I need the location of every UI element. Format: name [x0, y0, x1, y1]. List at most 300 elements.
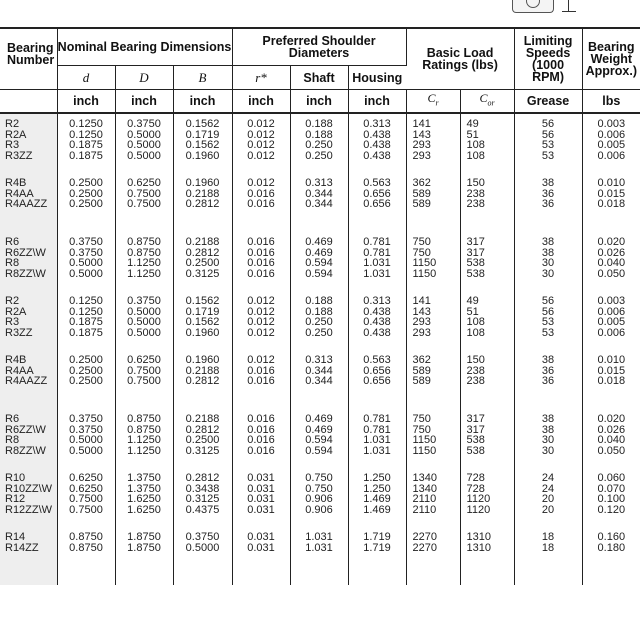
- bearing-number-value: R3ZZ: [5, 326, 33, 339]
- cell-D: [115, 290, 173, 349]
- speed-value: 36: [541, 187, 555, 200]
- cr-value: 589: [412, 375, 431, 387]
- unit-empty: [0, 90, 57, 114]
- weight-value: 0.006: [597, 326, 626, 339]
- bearing-number-value: R2A: [5, 128, 27, 141]
- cor-value: 728: [466, 482, 485, 495]
- speed-value: 30: [541, 434, 555, 446]
- shaft-value: 0.344: [305, 187, 333, 200]
- shaft-value: 0.344: [305, 198, 333, 210]
- shaft-value: 0.250: [305, 149, 333, 162]
- cell-cor: [460, 172, 514, 231]
- table-row-group: [0, 290, 640, 349]
- speed-value: 53: [541, 139, 555, 151]
- housing-value: 0.563: [363, 177, 391, 189]
- bearing-number-value: R8: [5, 434, 20, 446]
- cr-value: 2270: [412, 531, 438, 543]
- D-value: 1.1250: [127, 434, 161, 446]
- speed-value: 38: [541, 246, 555, 259]
- r-value: 0.016: [247, 236, 275, 248]
- cor-value: 1120: [466, 493, 491, 505]
- cell-D: [115, 526, 173, 585]
- cor-value: 238: [466, 364, 485, 377]
- shaft-value: 1.031: [305, 541, 333, 554]
- housing-value: 1.031: [363, 267, 391, 280]
- shaft-value: 0.469: [305, 423, 333, 436]
- weight-value: 0.026: [597, 423, 626, 436]
- bearing-number-value: R3: [5, 139, 20, 151]
- housing-value: 0.656: [363, 198, 391, 210]
- B-value: 0.1562: [185, 295, 220, 307]
- table-body: [0, 113, 640, 585]
- cor-value: 728: [466, 472, 485, 484]
- cell-weight: [582, 172, 640, 231]
- weight-value: 0.015: [597, 187, 626, 200]
- bearing-number-value: R12: [5, 493, 26, 505]
- housing-value: 0.313: [363, 118, 391, 130]
- cr-value: 293: [412, 326, 431, 339]
- cr-value: 750: [412, 236, 431, 248]
- housing-value: 0.656: [363, 187, 391, 200]
- weight-value: 0.006: [597, 305, 626, 318]
- speed-value: 56: [541, 305, 555, 318]
- cr-value: 143: [412, 305, 431, 318]
- d-value: 0.8750: [69, 541, 103, 554]
- table-row-group: [0, 526, 640, 585]
- col-D-header: D: [115, 66, 173, 90]
- cell-cr: [406, 349, 460, 408]
- speed-value: 24: [541, 472, 555, 484]
- housing-value: 1.469: [363, 503, 391, 516]
- cell-housing: [348, 231, 406, 290]
- cr-value: 1340: [412, 472, 438, 484]
- r-value: 0.031: [247, 482, 275, 495]
- speed-value: 38: [541, 354, 555, 366]
- r-value: 0.012: [247, 295, 275, 307]
- B-value: 0.1562: [185, 316, 220, 328]
- cell-speed: [514, 526, 582, 585]
- shaft-value: 0.250: [305, 316, 333, 328]
- cell-D: [115, 467, 173, 526]
- cor-value: 150: [466, 177, 485, 189]
- d-value: 0.7500: [69, 503, 103, 516]
- cell-B: [173, 349, 232, 408]
- weight-value: 0.020: [597, 236, 626, 248]
- cor-value: 49: [466, 118, 479, 130]
- B-value: 0.1960: [185, 354, 220, 366]
- B-value: 0.1960: [185, 149, 220, 162]
- cell-bearing-number: [0, 349, 57, 408]
- cell-r: [232, 467, 290, 526]
- r-value: 0.016: [247, 444, 275, 457]
- cell-d: [57, 231, 115, 290]
- speed-value: 18: [541, 541, 555, 554]
- bearing-number-value: R12ZZ\W: [5, 503, 53, 516]
- cell-shaft: [290, 231, 348, 290]
- cell-bearing-number: [0, 231, 57, 290]
- D-value: 0.7500: [127, 364, 161, 377]
- D-value: 0.8750: [127, 413, 161, 425]
- shaft-value: 0.594: [305, 267, 333, 280]
- D-value: 1.6250: [127, 503, 161, 516]
- table-row-group: [0, 172, 640, 231]
- d-value: 0.2500: [69, 198, 103, 210]
- bearing-weight-header: Bearing Weight Approx.): [585, 40, 637, 78]
- shaft-value: 0.469: [305, 246, 333, 259]
- cell-cor: [460, 349, 514, 408]
- cell-r: [232, 172, 290, 231]
- shaft-value: 0.344: [305, 375, 333, 387]
- cell-housing: [348, 113, 406, 172]
- weight-value: 0.010: [597, 177, 626, 189]
- D-value: 0.8750: [127, 423, 161, 436]
- B-value: 0.4375: [185, 503, 220, 516]
- cell-weight: [582, 408, 640, 467]
- cell-cor: [460, 290, 514, 349]
- cell-d: [57, 526, 115, 585]
- weight-value: 0.003: [597, 295, 626, 307]
- r-value: 0.016: [247, 413, 275, 425]
- speed-value: 30: [541, 444, 555, 457]
- cell-B: [173, 290, 232, 349]
- weight-value: 0.003: [597, 118, 626, 130]
- D-value: 1.1250: [127, 444, 161, 457]
- r-value: 0.031: [247, 531, 275, 543]
- cell-B: [173, 113, 232, 172]
- bearing-number-value: R10ZZ\W: [5, 482, 53, 495]
- cell-cr: [406, 526, 460, 585]
- shaft-value: 0.906: [305, 503, 333, 516]
- D-value: 0.6250: [127, 177, 161, 189]
- B-value: 0.2500: [185, 257, 220, 269]
- d-value: 0.1250: [69, 128, 103, 141]
- cell-speed: [514, 231, 582, 290]
- cell-cr: [406, 113, 460, 172]
- cell-d: [57, 408, 115, 467]
- unit-D: inch: [115, 90, 173, 114]
- d-value: 0.2500: [69, 354, 103, 366]
- D-value: 0.5000: [127, 326, 161, 339]
- cell-speed: [514, 408, 582, 467]
- cor-value: 108: [466, 149, 485, 162]
- table-row-group: [0, 467, 640, 526]
- d-value: 0.1250: [69, 295, 103, 307]
- bearing-number-value: R4B: [5, 354, 27, 366]
- weight-value: 0.005: [597, 139, 626, 151]
- cor-value: 108: [466, 316, 485, 328]
- speed-value: 36: [541, 198, 555, 210]
- B-value: 0.2188: [185, 413, 220, 425]
- bearing-number-value: R10: [5, 472, 26, 484]
- bearing-number-value: R6ZZ\W: [5, 246, 46, 259]
- B-value: 0.3125: [185, 267, 220, 280]
- r-value: 0.012: [247, 177, 275, 189]
- cor-value: 238: [466, 198, 485, 210]
- cell-r: [232, 526, 290, 585]
- col-r-header: r*: [232, 66, 290, 90]
- weight-value: 0.006: [597, 128, 626, 141]
- speed-value: 53: [541, 326, 555, 339]
- cell-D: [115, 231, 173, 290]
- shaft-value: 0.313: [305, 354, 333, 366]
- bearing-number-value: R2: [5, 295, 20, 307]
- bearing-number-value: R6ZZ\W: [5, 423, 46, 436]
- housing-value: 1.469: [363, 493, 391, 505]
- speed-value: 20: [541, 503, 555, 516]
- cor-value: 317: [466, 423, 485, 436]
- shaft-value: 0.188: [305, 305, 333, 318]
- cell-bearing-number: [0, 467, 57, 526]
- cell-speed: [514, 113, 582, 172]
- cor-value: 150: [466, 354, 485, 366]
- D-value: 0.5000: [127, 305, 161, 318]
- cor-value: 1310: [466, 531, 492, 543]
- r-value: 0.031: [247, 541, 275, 554]
- D-value: 1.1250: [127, 267, 161, 280]
- cr-value: 1340: [412, 482, 438, 495]
- corner-mark-icon: [562, 0, 582, 12]
- speed-value: 38: [541, 177, 555, 189]
- bearing-number-value: R4AAZZ: [5, 198, 48, 210]
- cr-value: 141: [412, 118, 431, 130]
- shaft-value: 0.906: [305, 493, 333, 505]
- speed-value: 36: [541, 364, 555, 377]
- d-value: 0.6250: [69, 482, 103, 495]
- B-value: 0.1960: [185, 177, 220, 189]
- B-value: 0.1719: [185, 128, 220, 141]
- shaft-value: 0.188: [305, 128, 333, 141]
- cr-value: 362: [412, 177, 431, 189]
- r-value: 0.016: [247, 198, 275, 210]
- shoulder-diameters-header: Preferred Shoulder Diameters: [232, 28, 406, 66]
- D-value: 0.7500: [127, 187, 161, 200]
- cell-r: [232, 408, 290, 467]
- cor-value: 1120: [466, 503, 491, 516]
- cor-value: 538: [466, 257, 485, 269]
- cell-cor: [460, 113, 514, 172]
- B-value: 0.2812: [185, 246, 220, 259]
- B-value: 0.5000: [185, 541, 220, 554]
- r-value: 0.016: [247, 267, 275, 280]
- speed-value: 56: [541, 295, 555, 307]
- unit-speed: Grease: [514, 90, 582, 114]
- r-value: 0.016: [247, 257, 275, 269]
- B-value: 0.2188: [185, 187, 220, 200]
- B-value: 0.2812: [185, 198, 220, 210]
- D-value: 0.3750: [127, 295, 161, 307]
- B-value: 0.1562: [185, 139, 220, 151]
- speed-value: 24: [541, 482, 555, 495]
- weight-value: 0.026: [597, 246, 626, 259]
- d-value: 0.7500: [69, 493, 103, 505]
- housing-value: 0.438: [363, 139, 391, 151]
- D-value: 1.8750: [127, 531, 161, 543]
- r-value: 0.012: [247, 305, 275, 318]
- load-ratings-header: Basic Load Ratings (lbs): [406, 28, 514, 90]
- housing-value: 1.031: [363, 444, 391, 457]
- shaft-value: 0.188: [305, 295, 333, 307]
- bearing-number-value: R3ZZ: [5, 149, 33, 162]
- B-value: 0.2188: [185, 236, 220, 248]
- d-value: 0.3750: [69, 423, 103, 436]
- weight-value: 0.040: [597, 434, 626, 446]
- cr-value: 293: [412, 316, 431, 328]
- cell-speed: [514, 467, 582, 526]
- cell-bearing-number: [0, 290, 57, 349]
- unit-cor: $C_{or}$: [460, 90, 514, 114]
- D-value: 0.3750: [127, 118, 161, 130]
- D-value: 0.8750: [127, 236, 161, 248]
- weight-value: 0.050: [597, 444, 626, 457]
- speed-value: 30: [541, 257, 555, 269]
- cell-D: [115, 172, 173, 231]
- bearing-number-value: R14: [5, 531, 26, 543]
- r-value: 0.016: [247, 364, 275, 377]
- cell-shaft: [290, 526, 348, 585]
- d-value: 0.3750: [69, 246, 103, 259]
- d-value: 0.1875: [69, 139, 103, 151]
- cor-value: 51: [466, 128, 479, 141]
- d-value: 0.1250: [69, 305, 103, 318]
- B-value: 0.1960: [185, 326, 220, 339]
- d-value: 0.5000: [69, 434, 103, 446]
- weight-value: 0.018: [597, 375, 626, 387]
- cell-weight: [582, 231, 640, 290]
- speed-value: 20: [541, 493, 555, 505]
- weight-value: 0.050: [597, 267, 626, 280]
- housing-value: 1.031: [363, 434, 391, 446]
- B-value: 0.1562: [185, 118, 220, 130]
- shaft-value: 0.250: [305, 326, 333, 339]
- B-value: 0.2812: [185, 472, 220, 484]
- shaft-value: 0.594: [305, 434, 333, 446]
- d-value: 0.3750: [69, 236, 103, 248]
- shaft-value: 0.594: [305, 257, 333, 269]
- cell-speed: [514, 290, 582, 349]
- B-value: 0.3125: [185, 493, 220, 505]
- D-value: 1.6250: [127, 493, 161, 505]
- speed-value: 30: [541, 267, 555, 280]
- cell-bearing-number: [0, 172, 57, 231]
- unit-d: inch: [57, 90, 115, 114]
- r-value: 0.016: [247, 246, 275, 259]
- r-value: 0.012: [247, 316, 275, 328]
- col-housing-header: Housing: [348, 66, 406, 90]
- weight-value: 0.020: [597, 413, 626, 425]
- cell-shaft: [290, 113, 348, 172]
- d-value: 0.5000: [69, 257, 103, 269]
- cell-cr: [406, 408, 460, 467]
- cor-value: 1310: [466, 541, 492, 554]
- cr-value: 293: [412, 149, 431, 162]
- d-value: 0.5000: [69, 267, 103, 280]
- cr-value: 2270: [412, 541, 438, 554]
- shaft-value: 1.031: [305, 531, 333, 543]
- weight-value: 0.010: [597, 354, 626, 366]
- housing-value: 1.719: [363, 531, 391, 543]
- cell-weight: [582, 526, 640, 585]
- cell-B: [173, 172, 232, 231]
- D-value: 0.5000: [127, 149, 161, 162]
- housing-value: 0.656: [363, 364, 391, 377]
- circle-icon: [526, 0, 540, 8]
- cr-value: 589: [412, 364, 431, 377]
- bearing-number-value: R8ZZ\W: [5, 267, 46, 280]
- speed-value: 56: [541, 128, 555, 141]
- housing-value: 0.656: [363, 375, 391, 387]
- cell-D: [115, 408, 173, 467]
- cell-cor: [460, 526, 514, 585]
- shaft-value: 0.313: [305, 177, 333, 189]
- D-value: 0.8750: [127, 246, 161, 259]
- cell-cr: [406, 290, 460, 349]
- r-value: 0.031: [247, 503, 275, 516]
- B-value: 0.1719: [185, 305, 220, 318]
- bearing-number-value: R4AA: [5, 364, 34, 377]
- bearing-number-value: R8ZZ\W: [5, 444, 46, 457]
- housing-value: 0.313: [363, 295, 391, 307]
- cor-value: 317: [466, 246, 485, 259]
- bearing-number-header: Bearing Number: [0, 28, 57, 90]
- D-value: 0.7500: [127, 375, 161, 387]
- cr-value: 141: [412, 295, 431, 307]
- housing-value: 1.250: [363, 482, 391, 495]
- r-value: 0.012: [247, 149, 275, 162]
- cell-bearing-number: [0, 408, 57, 467]
- cell-cr: [406, 172, 460, 231]
- housing-value: 1.719: [363, 541, 391, 554]
- shaft-value: 0.344: [305, 364, 333, 377]
- cr-value: 1150: [412, 267, 437, 280]
- weight-value: 0.005: [597, 316, 626, 328]
- D-value: 1.8750: [127, 541, 161, 554]
- d-value: 0.5000: [69, 444, 103, 457]
- cell-cor: [460, 231, 514, 290]
- cr-value: 750: [412, 246, 431, 259]
- speed-value: 38: [541, 236, 555, 248]
- D-value: 0.5000: [127, 316, 161, 328]
- cr-value: 1150: [412, 444, 437, 457]
- cell-d: [57, 172, 115, 231]
- table-row-group: [0, 349, 640, 408]
- cor-value: 538: [466, 434, 485, 446]
- bearing-number-value: R6: [5, 413, 20, 425]
- weight-value: 0.070: [597, 482, 626, 495]
- nominal-dimensions-header: Nominal Bearing Dimensions: [57, 28, 232, 66]
- cr-value: 1150: [412, 257, 437, 269]
- cell-cor: [460, 408, 514, 467]
- cor-value: 238: [466, 187, 485, 200]
- D-value: 0.5000: [127, 139, 161, 151]
- bearing-number-value: R2A: [5, 305, 27, 318]
- shaft-value: 0.188: [305, 118, 333, 130]
- cell-d: [57, 290, 115, 349]
- weight-value: 0.100: [597, 493, 626, 505]
- weight-value: 0.015: [597, 364, 626, 377]
- cell-weight: [582, 467, 640, 526]
- cell-d: [57, 113, 115, 172]
- shaft-value: 0.750: [305, 482, 333, 495]
- cell-shaft: [290, 408, 348, 467]
- speed-value: 18: [541, 531, 555, 543]
- cell-r: [232, 290, 290, 349]
- r-value: 0.012: [247, 354, 275, 366]
- d-value: 0.1875: [69, 316, 103, 328]
- cr-value: 589: [412, 198, 431, 210]
- cell-weight: [582, 349, 640, 408]
- cor-value: 108: [466, 139, 485, 151]
- cor-value: 238: [466, 375, 485, 387]
